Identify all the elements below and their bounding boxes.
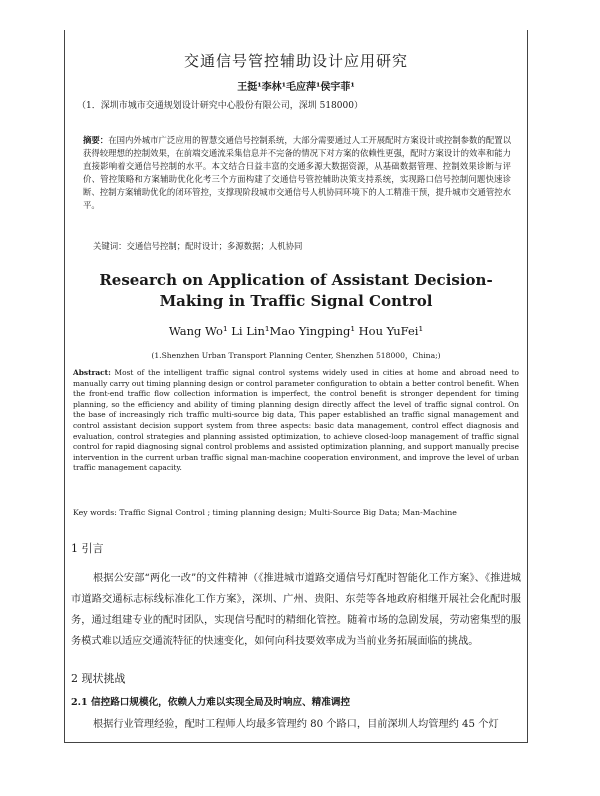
en-abstract [73,368,519,474]
zh-keywords [93,240,527,252]
en-affiliation: (1.Shenzhen Urban Transport Planning Center, Shenzhen 518000，China;) [151,351,441,360]
section-1-body [71,568,521,652]
en-keywords-label: Key words: [73,508,117,517]
zh-title: 交通信号管控辅助设计应用研究 [183,52,408,70]
en-authors: Wang Wo¹ Li Lin¹Mao Yingping¹ Hou YuFei¹ [168,324,424,338]
en-keywords-text: Traffic Signal Control ; timing planning design; Multi-Source Big Data; Man-Machine [119,508,457,517]
section-1-paragraph: 根据公安部“两化一改”的文件精神（《推进城市道路交通信号灯配时智能化工作方案》、《推进城市道路交通标志标线标准化工作方案》，深圳、广州、贵阳、东莞等各地政府相继开展社会化配时服务，通过组建专业的配时团队，实现信号配时的精细化管控。随着市场的急剧发展，劳动密集型的服务模式难以适应交通流特征的快速变化，如何向科技要效率成为当前业务拓展面临的挑战。 [71,573,521,647]
section-2-1-heading: 2.1 信控路口规模化，依赖人力难以实现全局及时响应、精准调控 [71,697,351,708]
en-abstract-text: Most of the intelligent traffic signal control systems widely used in cities at home and abroad need to manually carry out timing planning design or control parameter configuration to obtain a better control benefit. When the front-end traffic flow collection information is imperfect, the control benefit is stronger dependent for timing planning, so the efficiency and ability of timing planning design directly affect the level of traffic signal control. On the base of increasingly rich traffic multi-source big data, This paper established an traffic signal management and control assistant decision support system from three aspects: basic data management, control effect diagnosis and evaluation, control strategies and planning assisted optimization, to achieve closed-loop management of traffic signal control for rapid diagnosing signal control problems and assisted optimization planning, and support manually precise intervention in the current urban traffic signal man-machine cooperation environment, and improve the level of urban traffic management capacity. [73,368,519,473]
section-1-heading: 1 引言 [71,542,104,555]
en-title: Research on Application of Assistant Decision-Making in Traffic Signal Control [99,271,493,310]
zh-keywords-text: 交通信号控制；配时设计；多源数据；人机协同 [126,241,303,251]
en-abstract-label: Abstract: [73,368,111,377]
en-keywords [73,508,519,517]
zh-abstract [83,134,511,212]
zh-authors: 王挺¹李林¹毛应萍¹侯宇菲¹ [237,82,355,93]
section-2-1-paragraph: 根据行业管理经验，配时工程师人均最多管理约 80 个路口，目前深圳人均管理约 45 个灯 [93,719,499,730]
zh-affiliation: （1．深圳市城市交通规划设计研究中心股份有限公司，深圳 518000） [77,101,363,111]
zh-abstract-text: 在国内外城市广泛应用的智慧交通信号控制系统，大部分需要通过人工开展配时方案设计或控制参数的配置以获得较理想的控制效果，在前端交通流采集信息并不完备的情况下对方案的依赖性更强，配时方案设计的效率和能力直接影响着交通信号控制的水平。本文结合日益丰富的交通多源大数据资源，从基础数据管理、控制效果诊断与评价、管控策略和方案辅助优化化考三个方面构建了交通信号管控辅助决策支持系统，实现路口信号控制问题快速诊断、控制方案辅助优化的闭环管控，支撑现阶段城市交通信号人机协同环境下的人工精准干预，提升城市交通管控水平。 [83,135,512,210]
zh-keywords-label: 关键词： [93,241,127,251]
page-frame [64,30,528,743]
section-2-heading: 2 现状挑战 [71,672,126,685]
zh-abstract-label: 摘要： [83,135,109,145]
